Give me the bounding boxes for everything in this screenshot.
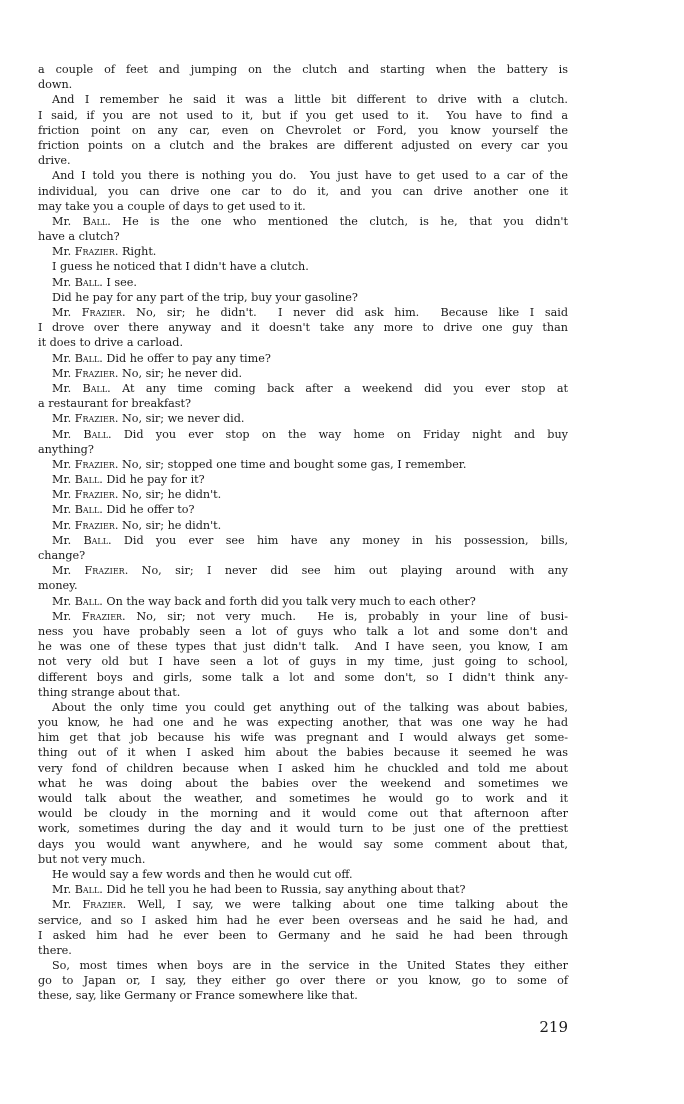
speaker-title: Mr.: [52, 533, 84, 547]
paragraph: [38, 290, 568, 305]
speaker-name: Frazier.: [84, 564, 129, 578]
paragraph: [38, 366, 568, 381]
line-text: Did you ever see him have any money in his possession, bills,: [111, 533, 568, 547]
document-page: [38, 62, 568, 1004]
speaker-title: Mr.: [52, 381, 83, 395]
speaker-name: Ball.: [83, 427, 112, 441]
text-line: [38, 745, 568, 760]
text-line: [38, 639, 568, 654]
line-text: individual, you can drive one car to do it, and you can drive another one it: [38, 184, 568, 198]
text-line: [38, 457, 568, 472]
speaker-name: Frazier.: [82, 898, 127, 912]
text-line: [38, 882, 568, 897]
text-line: [38, 381, 568, 396]
speaker-title: Mr.: [52, 351, 75, 365]
paragraph: [38, 62, 568, 92]
text-line: [38, 229, 568, 244]
line-text: No, sir; not very much. He is, probably in your line of busi-: [125, 609, 568, 623]
text-line: [38, 958, 568, 973]
line-text: No, sir; he didn't.: [118, 518, 222, 532]
text-line: [38, 153, 568, 168]
paragraph: [38, 958, 568, 1004]
speaker-title: Mr.: [52, 883, 75, 897]
paragraph: [38, 275, 568, 290]
text-line: [38, 472, 568, 487]
text-line: [38, 518, 568, 533]
text-line: [38, 214, 568, 229]
line-text: anything?: [38, 442, 94, 456]
text-line: [38, 411, 568, 426]
line-text: not very old but I have seen a lot of guys in my time, just going to school,: [38, 655, 568, 669]
text-line: [38, 867, 568, 882]
line-text: Did he offer to pay any time?: [102, 351, 271, 365]
text-line: [38, 730, 568, 745]
paragraph: [38, 867, 568, 882]
paragraph: [38, 487, 568, 502]
paragraph: [38, 411, 568, 426]
paragraph: [38, 533, 568, 563]
line-text: thing out of it when I asked him about the babies because it seemed he was: [38, 746, 568, 760]
text-line: [38, 715, 568, 730]
speaker-name: Ball.: [82, 214, 111, 228]
line-text: it does to drive a carload.: [38, 336, 184, 350]
text-line: [38, 913, 568, 928]
speaker-name: Ball.: [83, 533, 112, 547]
text-line: [38, 761, 568, 776]
line-text: him get that job because his wife was pregnant and I would always get some-: [38, 731, 568, 745]
paragraph: [38, 427, 568, 457]
line-text: these, say, like Germany or France somewhere like that.: [38, 989, 358, 1003]
paragraph: [38, 351, 568, 366]
speaker-name: Frazier.: [74, 412, 119, 426]
speaker-name: Ball.: [74, 473, 103, 487]
text-line: [38, 928, 568, 943]
line-text: No, sir; he didn't. I never did ask him. Because like I said: [125, 306, 569, 319]
speaker-name: Ball.: [74, 351, 103, 365]
line-text: Well, I say, we were talking about one time talking about the: [126, 898, 568, 912]
text-line: [38, 92, 568, 107]
line-text: Did he pay for any part of the trip, buy your gasoline?: [52, 290, 358, 304]
speaker-name: Ball.: [74, 275, 103, 289]
text-line: [38, 700, 568, 715]
text-line: [38, 305, 568, 320]
page-number: 219: [539, 1018, 568, 1036]
text-line: [38, 594, 568, 609]
line-text: Did he offer to?: [102, 503, 195, 517]
text-line: [38, 578, 568, 593]
text-line: [38, 821, 568, 836]
line-text: drive.: [38, 154, 71, 168]
text-line: [38, 502, 568, 517]
line-text: Right.: [118, 245, 157, 259]
text-line: [38, 806, 568, 821]
text-line: [38, 791, 568, 806]
speaker-title: Mr.: [52, 488, 75, 502]
text-line: [38, 77, 568, 92]
speaker-title: Mr.: [52, 306, 82, 319]
paragraph: [38, 472, 568, 487]
text-line: [38, 275, 568, 290]
line-text: friction point on any car, even on Chevrolet or Ford, you know yourself the: [38, 123, 568, 137]
speaker-title: Mr.: [52, 898, 83, 912]
text-line: [38, 123, 568, 138]
speaker-name: Ball.: [74, 503, 103, 517]
line-text: change?: [38, 549, 86, 562]
line-text: And I remember he said it was a little bit different to drive with a clutch.: [52, 93, 568, 107]
text-line: [38, 988, 568, 1003]
line-text: he was one of these types that just didn't talk. And I have seen, you know, I am: [38, 640, 568, 654]
speaker-name: Ball.: [74, 883, 103, 897]
line-text: I drove over there anyway and it doesn't take any more to drive one guy than: [38, 321, 568, 335]
line-text: He is the one who mentioned the clutch, is he, that you didn't: [110, 214, 568, 228]
line-text: I asked him had he ever been to Germany and he said he had been through: [38, 928, 568, 942]
text-line: [38, 670, 568, 685]
line-text: On the way back and forth did you talk very much to each other?: [102, 594, 476, 608]
line-text: So, most times when boys are in the service in the United States they either: [52, 959, 568, 973]
line-text: Did he tell you he had been to Russia, say anything about that?: [102, 883, 466, 897]
text-line: [38, 427, 568, 442]
text-line: [38, 351, 568, 366]
line-text: I said, if you are not used to it, but if you get used to it. You have to find a: [38, 108, 568, 122]
paragraph: [38, 214, 568, 244]
paragraph: [38, 305, 568, 351]
speaker-title: Mr.: [52, 245, 75, 259]
text-line: [38, 654, 568, 669]
line-text: At any time coming back after a weekend did you ever stop at: [110, 381, 568, 395]
text-line: [38, 138, 568, 153]
speaker-name: Ball.: [74, 594, 103, 608]
paragraph: [38, 594, 568, 609]
line-text: I see.: [102, 275, 137, 289]
speaker-name: Frazier.: [74, 366, 119, 380]
line-text: I guess he noticed that I didn't have a clutch.: [52, 260, 309, 274]
line-text: a restaurant for breakfast?: [38, 397, 191, 411]
text-line: [38, 685, 568, 700]
text-line: [38, 624, 568, 639]
speaker-title: Mr.: [52, 427, 84, 441]
line-text: have a clutch?: [38, 230, 120, 244]
line-text: you know, he had one and he was expecting another, that was one way he had: [38, 716, 568, 730]
line-text: No, sir; he never did.: [118, 366, 243, 380]
text-line: [38, 776, 568, 791]
speaker-name: Frazier.: [74, 518, 119, 532]
text-line: [38, 533, 568, 548]
text-line: [38, 487, 568, 502]
paragraph: [38, 381, 568, 411]
text-line: [38, 563, 568, 578]
speaker-title: Mr.: [52, 412, 75, 426]
line-text: No, sir; I never did see him out playing around with any: [128, 564, 568, 578]
paragraph: [38, 502, 568, 517]
speaker-name: Frazier.: [74, 488, 119, 502]
text-line: [38, 852, 568, 867]
paragraph: [38, 259, 568, 274]
text-line: [38, 199, 568, 214]
text-line: [38, 609, 568, 624]
line-text: would be cloudy in the morning and it would come out that afternoon after: [38, 807, 568, 821]
speaker-name: Frazier.: [74, 457, 119, 471]
line-text: No, sir; stopped one time and bought some gas, I remember.: [118, 457, 467, 471]
speaker-title: Mr.: [52, 609, 82, 623]
speaker-title: Mr.: [52, 214, 83, 228]
speaker-title: Mr.: [52, 594, 75, 608]
line-text: but not very much.: [38, 852, 146, 866]
line-text: may take you a couple of days to get used to it.: [38, 199, 306, 213]
line-text: friction points on a clutch and the brakes are different adjusted on every car you: [38, 138, 568, 152]
speaker-title: Mr.: [52, 518, 75, 532]
paragraph: [38, 92, 568, 168]
speaker-title: Mr.: [52, 473, 75, 487]
line-text: work, sometimes during the day and it would turn to be just one of the prettiest: [38, 822, 568, 836]
line-text: money.: [38, 579, 78, 593]
speaker-title: Mr.: [52, 275, 75, 289]
speaker-name: Frazier.: [81, 306, 126, 319]
line-text: a couple of feet and jumping on the clutch and starting when the battery is: [38, 63, 568, 76]
line-text: thing strange about that.: [38, 685, 181, 699]
line-text: He would say a few words and then he would cut off.: [52, 867, 353, 881]
text-line: [38, 168, 568, 183]
speaker-name: Ball.: [82, 381, 111, 395]
text-line: [38, 244, 568, 259]
text-line: [38, 837, 568, 852]
paragraph: [38, 168, 568, 214]
paragraph: [38, 700, 568, 867]
text-line: [38, 366, 568, 381]
text-line: [38, 108, 568, 123]
line-text: ness you have probably seen a lot of guys who talk a lot and some don't and: [38, 624, 568, 638]
line-text: what he was doing about the babies over the weekend and sometimes we: [38, 776, 568, 790]
text-line: [38, 442, 568, 457]
line-text: No, sir; we never did.: [118, 412, 245, 426]
text-line: [38, 62, 568, 77]
paragraph: [38, 882, 568, 897]
paragraph: [38, 457, 568, 472]
text-line: [38, 897, 568, 912]
speaker-title: Mr.: [52, 366, 75, 380]
line-text: there.: [38, 943, 72, 957]
text-line: [38, 396, 568, 411]
line-text: And I told you there is nothing you do. You just have to get used to a car of the: [52, 169, 568, 183]
line-text: would talk about the weather, and sometimes he would go to work and it: [38, 792, 568, 805]
text-line: [38, 943, 568, 958]
speaker-name: Frazier.: [81, 609, 126, 623]
paragraph: [38, 609, 568, 700]
paragraph: [38, 244, 568, 259]
text-line: [38, 973, 568, 988]
line-text: days you would want anywhere, and he would say some comment about that,: [38, 837, 568, 851]
line-text: down.: [38, 78, 73, 92]
paragraph: [38, 563, 568, 593]
line-text: go to Japan or, I say, they either go over there or you know, go to some of: [38, 974, 568, 988]
paragraph: [38, 518, 568, 533]
text-line: [38, 259, 568, 274]
paragraph: [38, 897, 568, 958]
line-text: About the only time you could get anything out of the talking was about babies,: [52, 700, 568, 714]
speaker-title: Mr.: [52, 503, 75, 517]
text-line: [38, 320, 568, 335]
line-text: different boys and girls, some talk a lot and some don't, so I didn't think any-: [38, 670, 568, 684]
speaker-title: Mr.: [52, 457, 75, 471]
speaker-title: Mr.: [52, 564, 85, 578]
text-line: [38, 184, 568, 199]
text-line: [38, 548, 568, 563]
line-text: Did you ever stop on the way home on Friday night and buy: [111, 427, 568, 441]
line-text: Did he pay for it?: [102, 473, 205, 487]
line-text: No, sir; he didn't.: [118, 488, 222, 502]
line-text: very fond of children because when I asked him he chuckled and told me about: [38, 761, 568, 775]
text-line: [38, 335, 568, 350]
line-text: service, and so I asked him had he ever been overseas and he said he had, and: [38, 913, 568, 927]
speaker-name: Frazier.: [74, 245, 119, 259]
text-line: [38, 290, 568, 305]
